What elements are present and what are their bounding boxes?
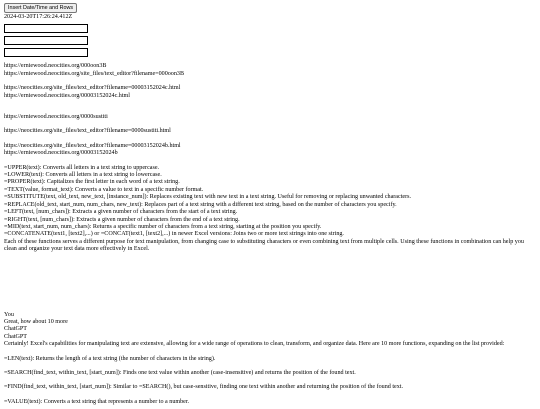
chat-thread [4, 312, 536, 407]
assistant-function-item: =VALUE(text): Converts a text string that represents a number to a number. [4, 398, 190, 405]
link-text: https://neocities.org/site_files/text_editor?filename=00003152024b.html [4, 142, 181, 149]
function-item: =RIGHT(text, [num_chars]): Extracts a given number of characters from the end of a text string. [4, 216, 240, 223]
link-text: https://erniewood.neocities.org/000oon3B [4, 63, 107, 70]
function-item: =SUBSTITUTE(text, old_text, new_text, [instance_num]): Replaces existing text with new text in a text string. Useful for removing or replacing unwanted characters. [4, 194, 412, 201]
links-group-2 [4, 85, 536, 100]
links-group-4 [4, 128, 536, 135]
user-label: You [4, 311, 14, 318]
function-item: =MID(text, start_num, num_chars): Returns a specific number of characters from a text string, starting at the position you specify. [4, 223, 322, 230]
link-text: https://erniewood.neocities.org/00003152024b [4, 150, 118, 157]
function-item: =CONCATENATE(text1, [text2],...) or =CONCAT(text1, [text2],...) in newer Excel versions: Joins two or more text strings into one string. [4, 231, 344, 238]
link-text: https://erniewood.neocities.org/0000sustiti [4, 114, 108, 121]
timestamp: 2024-03-20T17:26:24.412Z [4, 14, 73, 20]
assistant-intro: Certainly! Excel's capabilities for manipulating text are extensive, allowing for a wide range of operations to clean, transform, and organize data. Here are 10 more functions, expanding on the list provided: [4, 341, 505, 348]
text-input-2[interactable] [4, 36, 88, 45]
text-input-3[interactable] [4, 48, 88, 57]
assistant-function-item: =LEN(text): Returns the length of a text string (the number of characters in the string). [4, 355, 216, 362]
function-item: =PROPER(text): Capitalizes the first letter in each word of a text string. [4, 179, 180, 186]
function-item: =LOWER(text): Converts all letters in a text string to lowercase. [4, 172, 162, 179]
link-text: https://neocities.org/site_files/text_editor?filename=0000sustiti.html [4, 128, 171, 135]
insert-datetime-rows-button[interactable]: Insert Date/Time and Rows [4, 3, 77, 13]
function-item: =LEFT(text, [num_chars]): Extracts a given number of characters from the start of a text string. [4, 209, 238, 216]
function-item: =UPPER(text): Converts all letters in a text string to uppercase. [4, 164, 160, 171]
links-group-3 [4, 114, 536, 121]
function-item: =REPLACE(old_text, start_num, num_chars, new_text): Replaces part of a text string with a different text string, based on the number of characters you specify. [4, 201, 397, 208]
text-input-1[interactable] [4, 24, 88, 33]
assistant-label: ChatGPT [4, 333, 28, 340]
link-text: https://neocities.org/site_files/text_editor?filename=00003152024c.html [4, 85, 181, 92]
assistant-function-item: =FIND(find_text, within_text, [start_num]): Similar to =SEARCH(), but case-sensitive, finding one text within another and returning the position of the found text. [4, 384, 404, 391]
links-group-5 [4, 143, 536, 158]
user-message: Great, how about 10 more [4, 318, 68, 325]
assistant-function-item: =SEARCH(find_text, within_text, [start_num]): Finds one text value within another (case-insensitive) and returns the position of the found text. [4, 369, 356, 376]
function-item: =TEXT(value, format_text): Converts a value to text in a specific number format. [4, 186, 204, 193]
summary-paragraph: Each of these functions serves a different purpose for text manipulation, from changing case to substituting characters or even combining text from multiple cells. Using these functions in combination can help you clean and organize your text data more effectively in Excel. [4, 238, 524, 253]
function-list [4, 165, 536, 239]
link-text: https://erniewood.neocities.org/site_files/text_editor?filename=000oon3B [4, 70, 185, 77]
link-text: https://erniewood.neocities.org/00003152024c.html [4, 92, 130, 99]
assistant-label: ChatGPT [4, 326, 28, 333]
links-group-1 [4, 63, 536, 78]
